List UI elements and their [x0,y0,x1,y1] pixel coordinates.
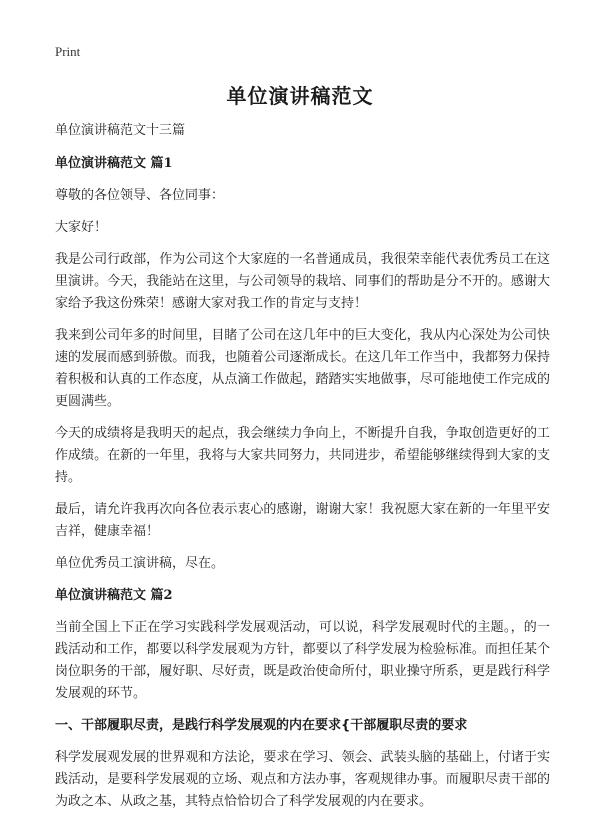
section-1-paragraph-2: 我来到公司年多的时间里，目睹了公司在这几年中的巨大变化，我从内心深处为公司快速的发展而感到骄傲。而我，也随着公司逐渐成长。在这几年工作当中，我都努力保持着积极和认真的工作态度，从点滴工作做起，踏踏实实地做事，尽可能地使工作完成的更圆满些。 [55,328,550,409]
section-1-heading-number: 1 [163,156,173,171]
section-1-closing: 单位优秀员工演讲稿，尽在。 [55,556,225,571]
section-1-paragraph-1: 我是公司行政部，作为公司这个大家庭的一名普通成员，我很荣幸能代表优秀员工在这里演讲。今天，我能站在这里，与公司领导的栽培、同事们的帮助是分不开的。感谢大家给予我这份殊荣！感谢大家对我工作的肯定与支持！ [55,252,550,311]
section-1-hello: 大家好！ [55,220,108,235]
section-2-heading-text: 单位演讲稿范文 篇 [55,588,164,603]
print-label: Print [55,44,81,59]
section-2-heading [55,585,550,607]
section-1-paragraph-3: 今天的成绩将是我明天的起点，我会继续力争向上，不断提升自我，争取创造更好的工作成绩。在新的一年里，我将与大家共同努力，共同进步，希望能够继续得到大家的支持。 [55,426,550,485]
document-title: 单位演讲稿范文 [226,84,374,108]
document-body [55,120,550,813]
section-1-paragraph-4: 最后，请允许我再次向各位表示衷心的感谢，谢谢大家！我祝愿大家在新的一年里平安吉祥，健康幸福！ [55,502,550,539]
section-1-greeting: 尊敬的各位领导、各位同事： [55,188,225,203]
section-2-paragraph-1: 当前全国上下正在学习实践科学发展观活动，可以说，科学发展观时代的主题。，的一践活动和工作，都要以科学发展观为方针，都要以了科学发展为检验标准。而担任某个岗位职务的干部，履好职、尽好责，既是政治使命所付，职业操守所系，更是践行科学发展观的环节。 [55,620,550,701]
section-2-heading-number: 2 [163,588,173,603]
section-1-heading [55,153,550,175]
section-2-paragraph-2: 科学发展观发展的世界观和方法论，要求在学习、领会、武装头脑的基础上，付诸于实践活动，是要科学发展观的立场、观点和方法办事，客观规律办事。而履职尽责干部的为政之本、从政之基，其特点恰恰切合了科学发展观的内在要求。 [55,750,550,809]
section-1-heading-text: 单位演讲稿范文 篇 [55,156,164,171]
document-subtitle: 单位演讲稿范文十三篇 [55,123,186,138]
section-2-subheading: 一、干部履职尽责，是践行科学发展观的内在要求{干部履职尽责的要求 [55,718,468,733]
